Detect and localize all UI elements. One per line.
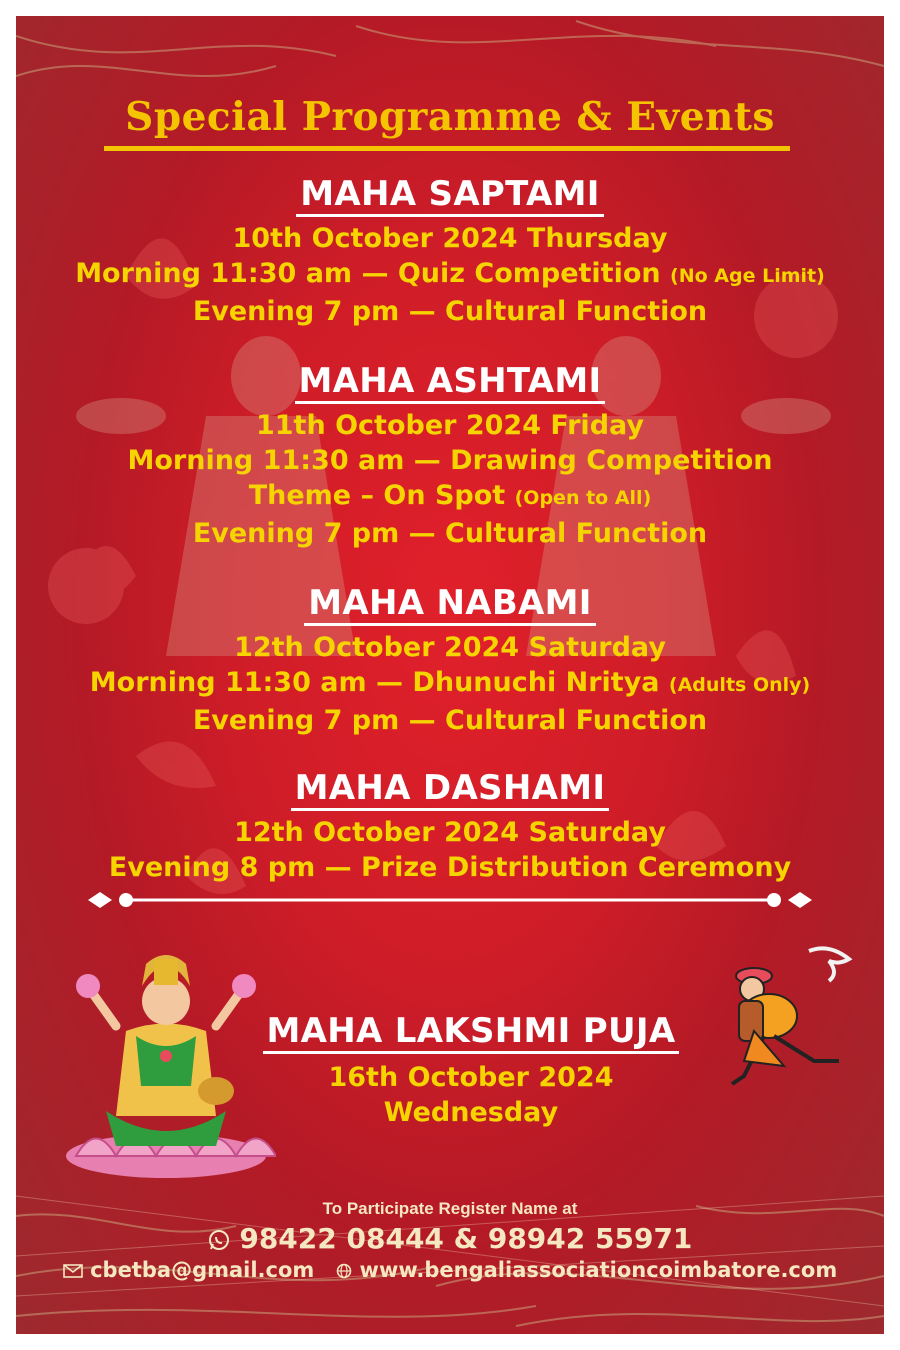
event-evening: Evening 7 pm — Cultural Function [192, 296, 708, 327]
event-evening: Evening 7 pm — Cultural Function [192, 518, 708, 549]
event-theme-text: Theme – On Spot [248, 480, 506, 511]
event-ashtami [16, 361, 884, 551]
event-theme-note: (Open to All) [514, 487, 652, 509]
whatsapp-icon [208, 1229, 230, 1251]
title-underline [104, 146, 790, 151]
event-morning: Morning 11:30 am — Drawing Competition [127, 445, 773, 476]
event-morning [16, 256, 884, 294]
phone-numbers [16, 1222, 884, 1255]
phone-numbers-text[interactable]: 98422 08444 & 98942 55971 [239, 1222, 693, 1255]
dhaki-drummer-illustration [714, 941, 874, 1101]
goddess-lakshmi-illustration [56, 931, 276, 1181]
event-nabami [16, 583, 884, 738]
email-icon [63, 1264, 83, 1278]
event-name: MAHA NABAMI [304, 583, 596, 626]
event-saptami [16, 174, 884, 329]
event-theme [16, 478, 884, 516]
event-evening: Evening 7 pm — Cultural Function [192, 705, 708, 736]
globe-icon [336, 1263, 352, 1279]
event-date: 12th October 2024 Saturday [234, 632, 666, 663]
event-date: 12th October 2024 Saturday [234, 817, 666, 848]
website-link[interactable]: www.bengaliassociationcoimbatore.com [359, 1258, 838, 1282]
event-name: MAHA ASHTAMI [295, 361, 606, 404]
puja-date: 16th October 2024 Wednesday [328, 1062, 614, 1128]
event-morning-note: (Adults Only) [668, 674, 811, 696]
email-link[interactable]: cbetba@gmail.com [90, 1258, 315, 1282]
ornamental-divider [88, 888, 812, 912]
contact-links [16, 1258, 884, 1282]
event-morning-text: Morning 11:30 am — Dhunuchi Nritya [89, 667, 660, 698]
event-date: 10th October 2024 Thursday [232, 223, 668, 254]
event-name: MAHA SAPTAMI [296, 174, 603, 217]
poster [16, 16, 884, 1334]
event-date: 11th October 2024 Friday [255, 410, 645, 441]
content [16, 16, 884, 1334]
event-morning-note: (No Age Limit) [670, 265, 825, 287]
puja-name: MAHA LAKSHMI PUJA [263, 1011, 680, 1054]
event-morning [16, 665, 884, 703]
puja-block [256, 1011, 686, 1130]
event-name: MAHA DASHAMI [291, 768, 610, 811]
event-morning-text: Morning 11:30 am — Quiz Competition [75, 258, 661, 289]
event-evening: Evening 8 pm — Prize Distribution Ceremony [108, 852, 792, 883]
event-dashami [16, 768, 884, 885]
register-label: To Participate Register Name at [322, 1199, 578, 1218]
page-title: Special Programme & Events [125, 94, 775, 140]
